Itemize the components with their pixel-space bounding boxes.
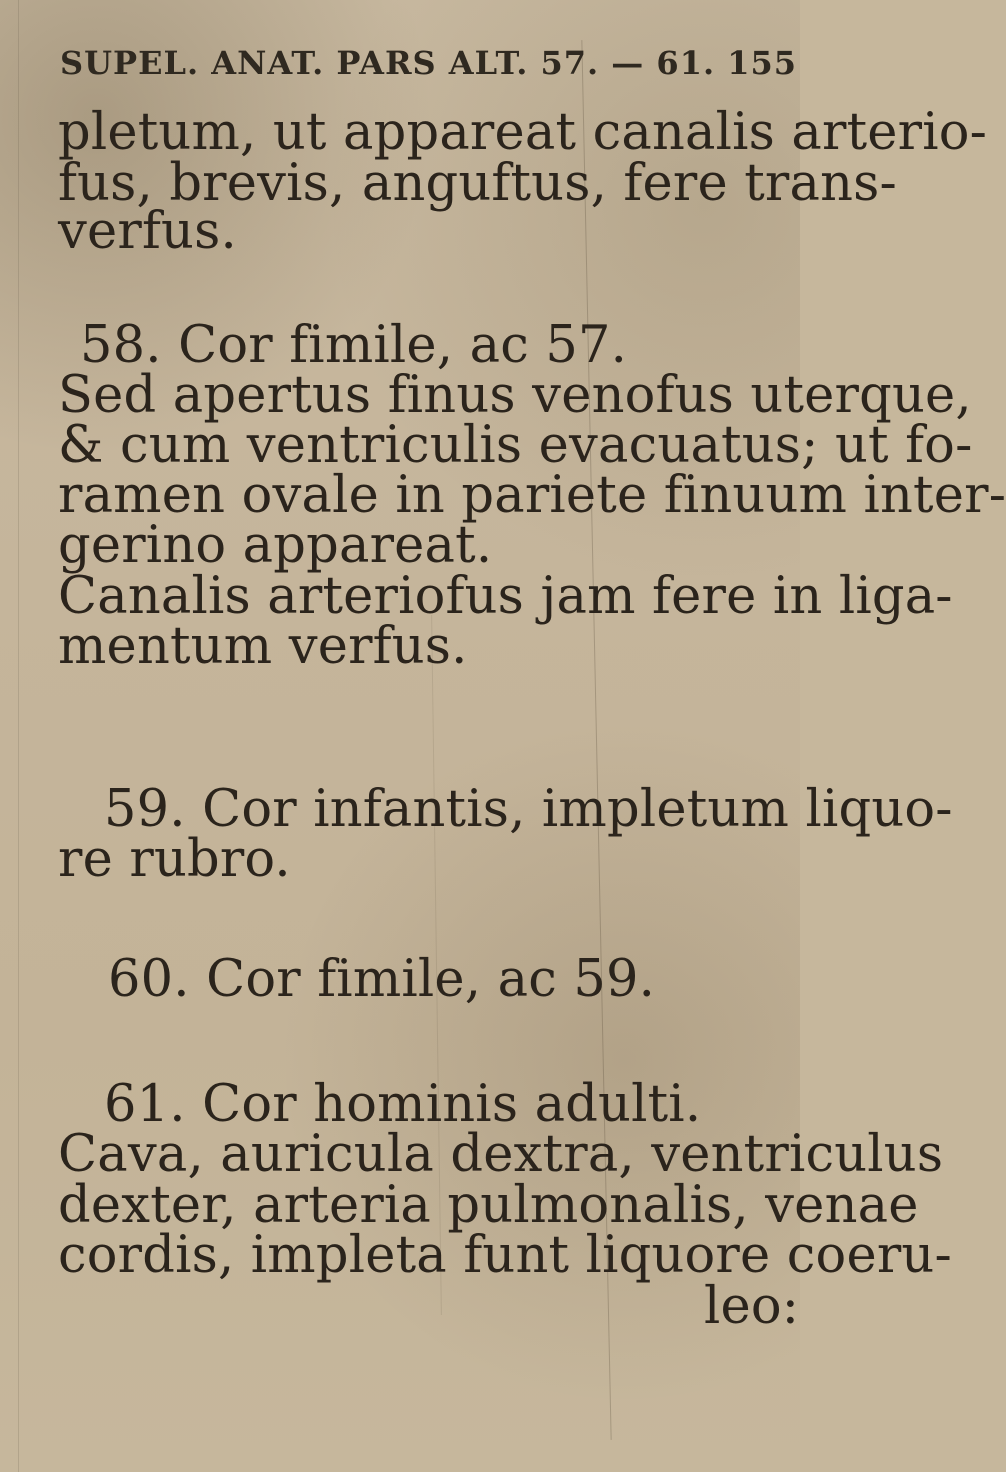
running-header: SUPEL. ANAT. PARS ALT. 57. — 61. 155 (60, 44, 798, 82)
text-line-17: cordis, impleta funt liquore coeru- (58, 1226, 952, 1285)
page-edge (18, 0, 19, 1472)
text-line-1: pletum, ut appareat canalis arterio- (58, 103, 988, 162)
text-line-18: leo: (704, 1277, 800, 1336)
text-line-5: Sed apertus finus venofus uterque, (58, 366, 972, 425)
text-line-6: & cum ventriculis evacuatus; ut fo- (58, 416, 973, 475)
text-line-10: mentum verfus. (58, 617, 468, 676)
section-60-heading: 60. Cor fimile, ac 59. (108, 950, 656, 1009)
text-line-16: dexter, arteria pulmonalis, venae (58, 1176, 919, 1235)
section-59-heading: 59. Cor infantis, impletum liquo- (104, 780, 953, 839)
text-line-3: verfus. (58, 202, 237, 261)
text-line-8: gerino appareat. (58, 516, 493, 575)
text-line-9: Canalis arteriofus jam fere in liga- (58, 567, 953, 626)
section-61-heading: 61. Cor hominis adulti. (104, 1075, 702, 1134)
text-line-7: ramen ovale in pariete finuum inter- (58, 466, 1006, 525)
text-line-15: Cava, auricula dextra, ventriculus (58, 1125, 944, 1184)
section-58-heading: 58. Cor fimile, ac 57. (80, 316, 628, 375)
text-line-2: fus, brevis, anguftus, fere trans- (58, 154, 897, 213)
text-line-12: re rubro. (58, 830, 291, 889)
